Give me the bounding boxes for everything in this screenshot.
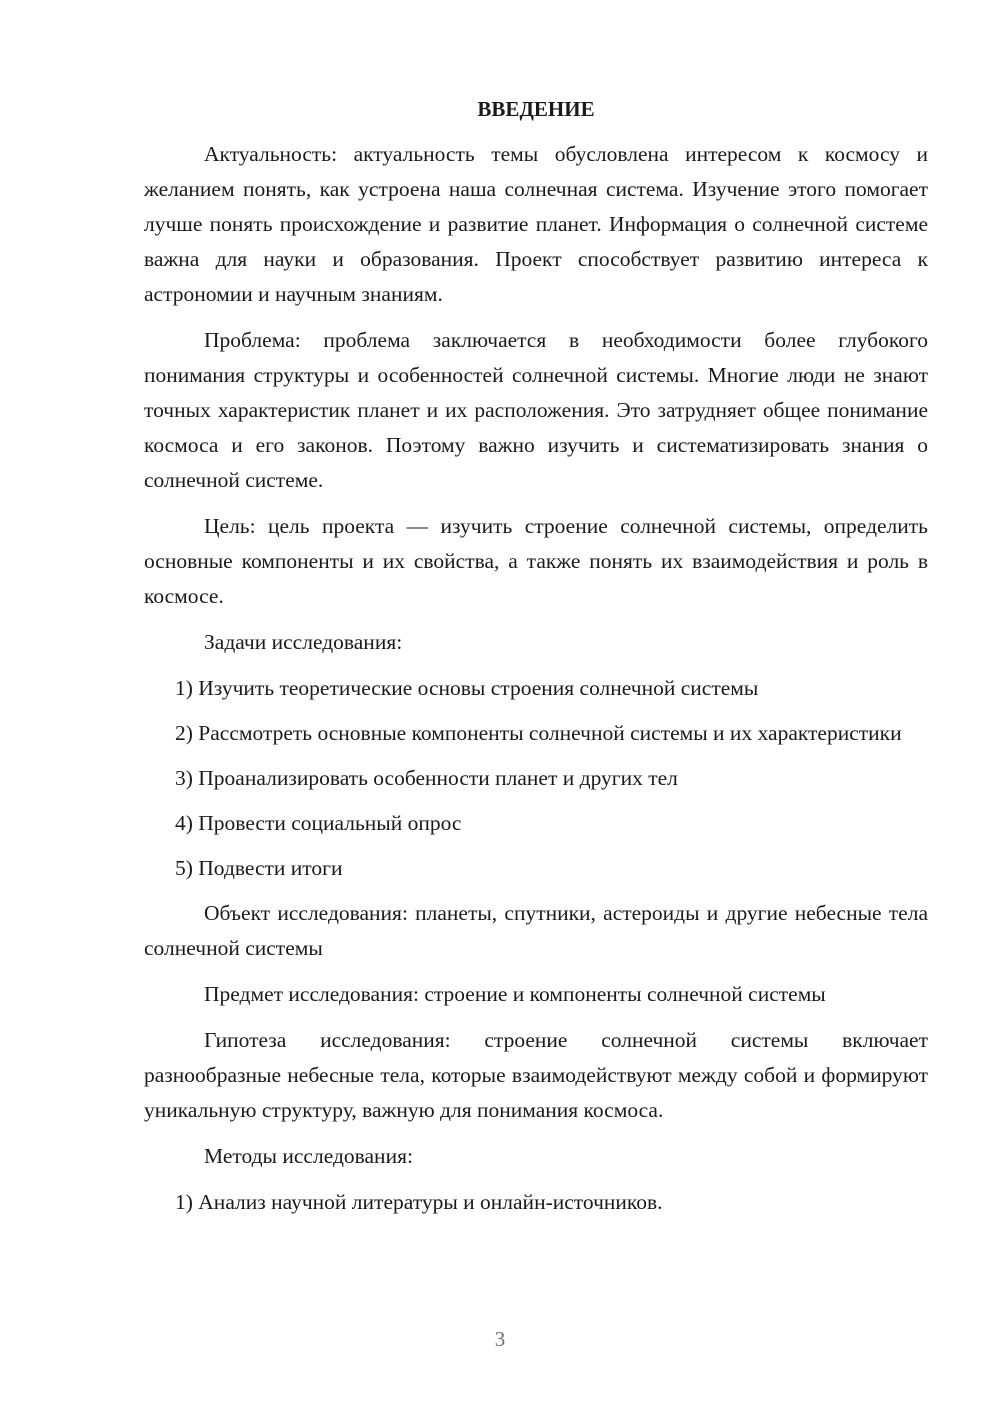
paragraph-hypothesis: Гипотеза исследования: строение солнечной системы включает разнообразные небесные тела, которые взаимодействуют между собой и формируют уникальную структуру, важную для понимания космоса.: [144, 1028, 928, 1122]
task-item-2: 2) Рассмотреть основные компоненты солнечной системы и их характеристики: [175, 721, 902, 745]
method-item-1: 1) Анализ научной литературы и онлайн-источников.: [175, 1190, 663, 1214]
methods-heading: Методы исследования:: [204, 1144, 413, 1168]
page-number: 3: [494, 1327, 506, 1351]
task-item-3: 3) Проанализировать особенности планет и других тел: [175, 766, 678, 790]
paragraph-goal: Цель: цель проекта — изучить строение солнечной системы, определить основные компоненты и их свойства, а также понять их взаимодействия и роль в космосе.: [144, 514, 928, 608]
tasks-heading: Задачи исследования:: [204, 630, 403, 654]
paragraph-problem: Проблема: проблема заключается в необходимости более глубокого понимания структуры и особенностей солнечной системы. Многие люди не знают точных характеристик планет и их расположения. Это затрудняет общее понимание космоса и его законов. Поэтому важно изучить и систематизировать знания о солнечной системе.: [144, 328, 928, 492]
paragraph-relevance: Актуальность: актуальность темы обусловлена интересом к космосу и желанием понять, как устроена наша солнечная система. Изучение этого помогает лучше понять происхождение и развитие планет. Информация о солнечной системе важна для науки и образования. Проект способствует развитию интереса к астрономии и научным знаниям.: [144, 142, 928, 306]
document-page: [144, 92, 928, 1230]
task-item-4: 4) Провести социальный опрос: [175, 811, 462, 835]
paragraph-object: Объект исследования: планеты, спутники, астероиды и другие небесные тела солнечной системы: [144, 901, 928, 960]
page-title: ВВЕДЕНИЕ: [477, 97, 595, 121]
task-item-1: 1) Изучить теоретические основы строения солнечной системы: [175, 676, 759, 700]
task-item-5: 5) Подвести итоги: [175, 856, 343, 880]
paragraph-subject: Предмет исследования: строение и компоненты солнечной системы: [204, 982, 826, 1006]
